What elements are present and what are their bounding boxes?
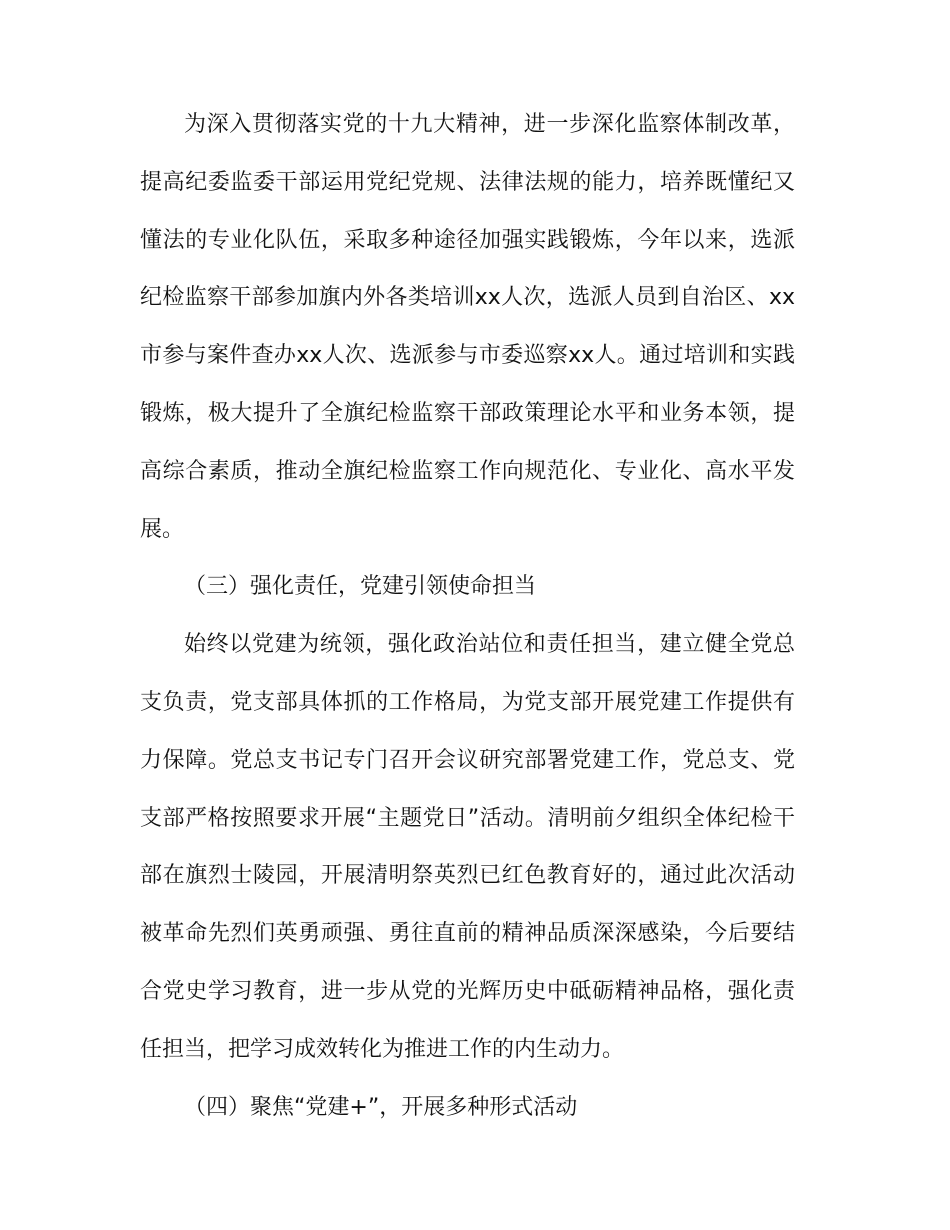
section-heading-3: （三）强化责任，党建引领使命担当 [184,574,537,600]
section-heading-4: （四）聚焦“党建+”，开展多种形式活动 [184,1094,578,1120]
paragraph-training: 为深入贯彻落实党的十九大精神，进一步深化监察体制改革，提高纪委监委干部运用党纪党规、法律法规的能力，培养既懂纪又懂法的专业化队伍，采取多种途径加强实践锻炼，今年以来，选派纪检监察干部参加旗内外各类培训xx人次，选派人员到自治区、xx市参与案件查办xx人次、选派参与市委巡察xx人。通过培训和实践锻炼，极大提升了全旗纪检监察干部政策理论水平和业务本领，提高综合素质，推动全旗纪检监察工作向规范化、专业化、高水平发展。 [140,112,795,542]
document-page [140,96,795,1136]
paragraph-party-building: 始终以党建为统领，强化政治站位和责任担当，建立健全党总支负责，党支部具体抓的工作格局，为党支部开展党建工作提供有力保障。党总支书记专门召开会议研究部署党建工作，党总支、党支部严格按照要求开展“主题党日”活动。清明前夕组织全体纪检干部在旗烈士陵园，开展清明祭英烈已红色教育好的，通过此次活动被革命先烈们英勇顽强、勇往直前的精神品质深深感染，今后要结合党史学习教育，进一步从党的光辉历史中砥砺精神品格，强化责任担当，把学习成效转化为推进工作的内生动力。 [140,632,795,1062]
